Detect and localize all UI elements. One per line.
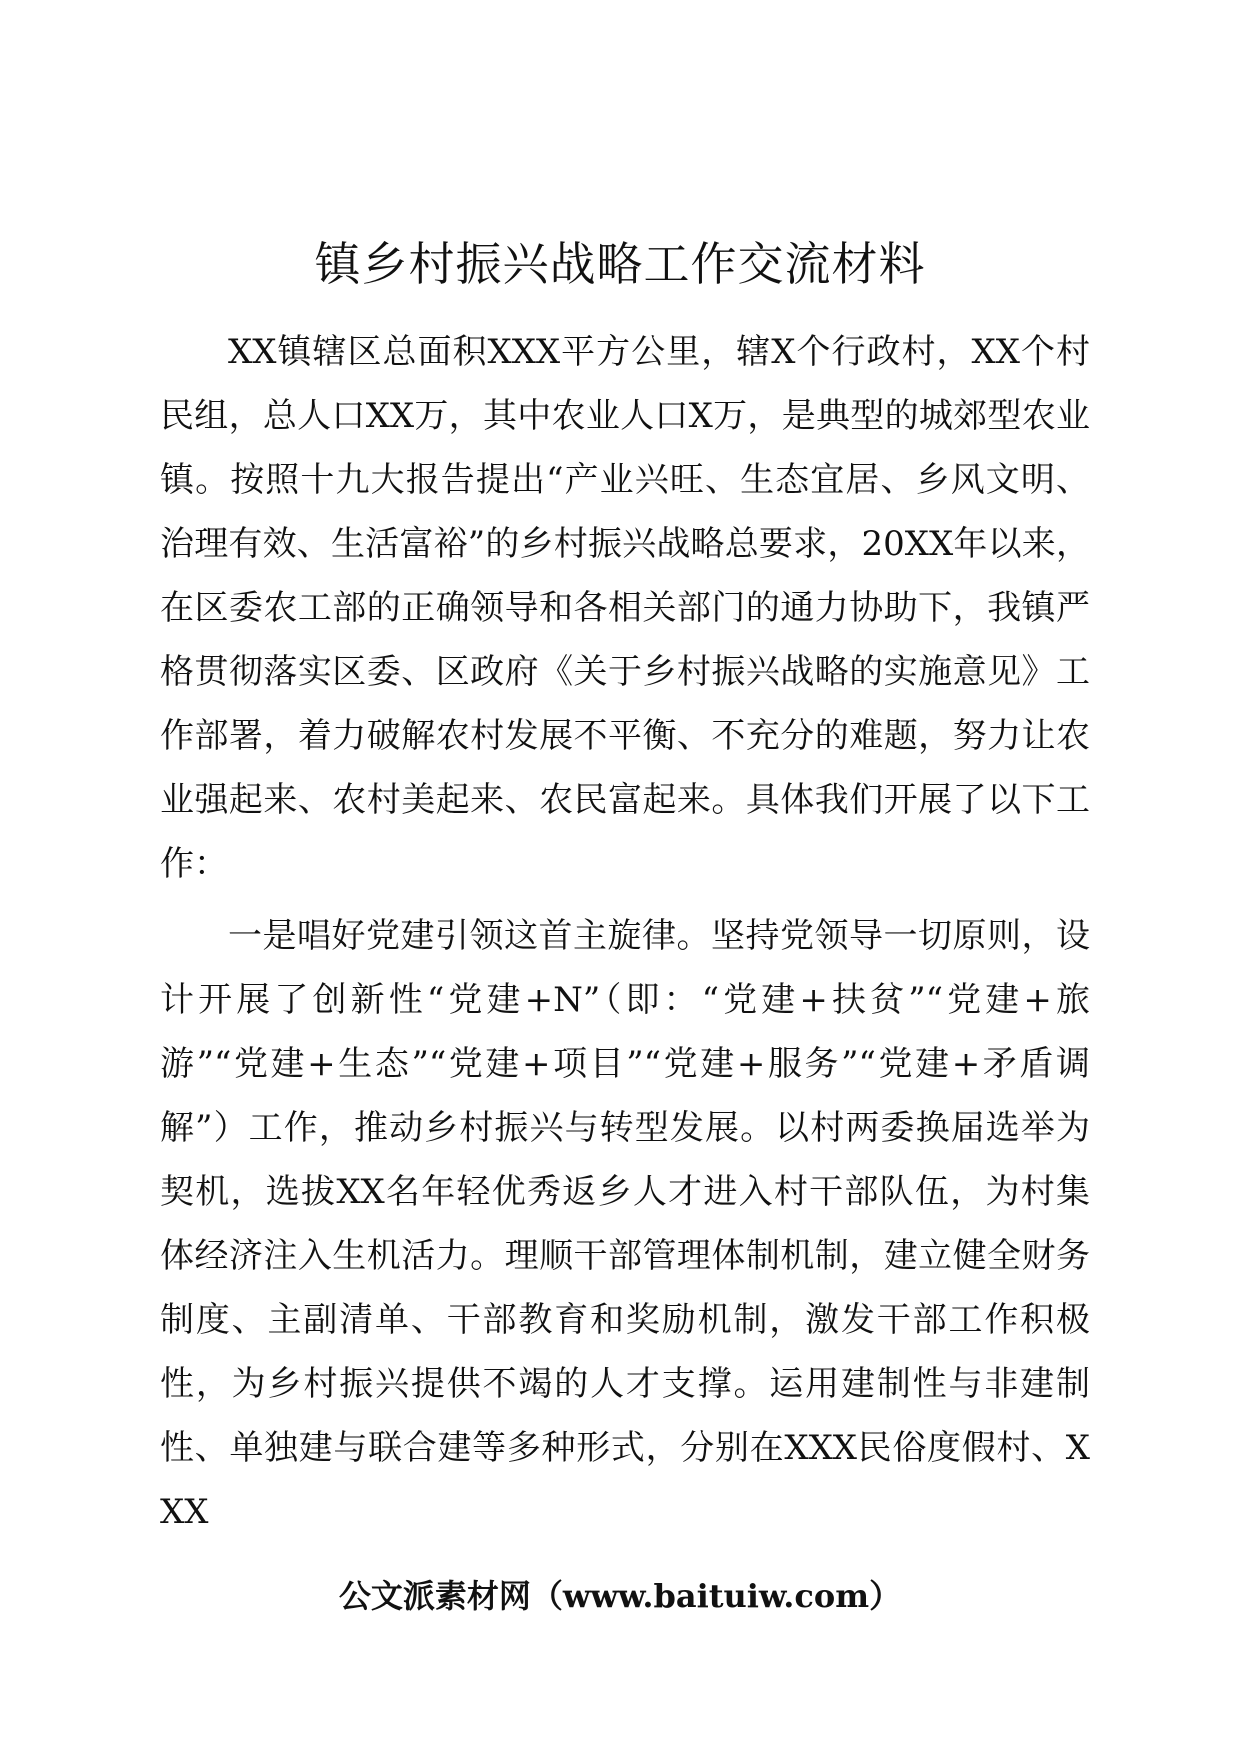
document-title: 镇乡村振兴战略工作交流材料 bbox=[314, 237, 926, 291]
footer-watermark: 公文派素材网（www.baituiw.com） bbox=[338, 1577, 902, 1615]
paragraph-party-building: 一是唱好党建引领这首主旋律。坚持党领导一切原则，设计开展了创新性“党建+N”（即：“党建+扶贫”“党建+旅游”“党建+生态”“党建+项目”“党建+服务”“党建+矛盾调解”）工作，推动乡村振兴与转型发展。以村两委换届选举为契机，选拔XX名年轻优秀返乡人才进入村干部队伍，为村集体经济注入生机活力。理顺干部管理体制机制，建立健全财务制度、主副清单、干部教育和奖励机制，激发干部工作积极性，为乡村振兴提供不竭的人才支撑。运用建制性与非建制性、单独建与联合建等多种形式，分别在XXX民俗度假村、XXX bbox=[160, 916, 1090, 1532]
paragraph-intro: XX镇辖区总面积XXX平方公里，辖X个行政村，XX个村民组，总人口XX万，其中农业人口X万，是典型的城郊型农业镇。按照十九大报告提出“产业兴旺、生态宜居、乡风文明、治理有效、生活富裕”的乡村振兴战略总要求，20XX年以来，在区委农工部的正确领导和各相关部门的通力协助下，我镇严格贯彻落实区委、区政府《关于乡村振兴战略的实施意见》工作部署，着力破解农村发展不平衡、不充分的难题，努力让农业强起来、农村美起来、农民富起来。具体我们开展了以下工作： bbox=[160, 332, 1090, 884]
document-body bbox=[160, 320, 1090, 1544]
